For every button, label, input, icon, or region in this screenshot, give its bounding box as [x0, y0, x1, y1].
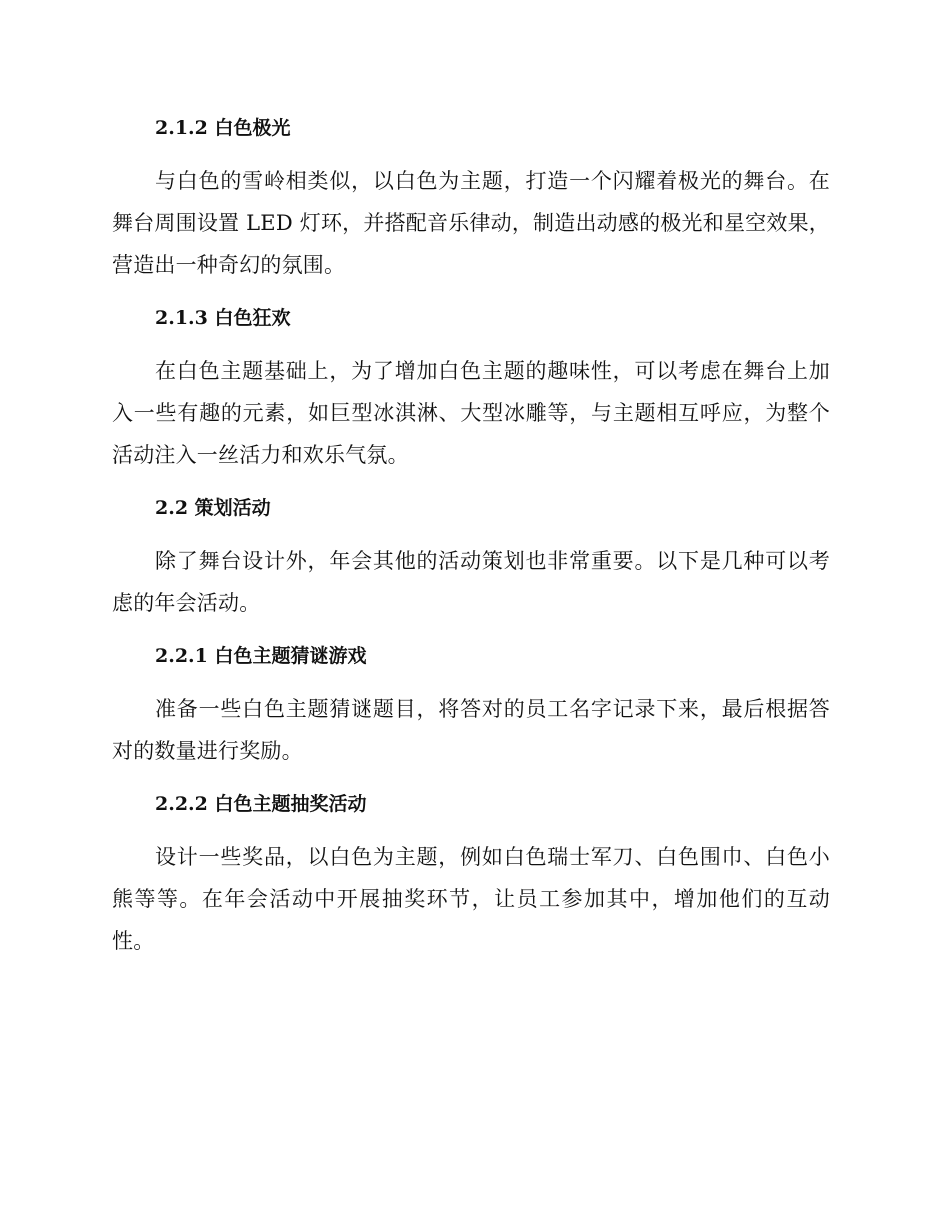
section-heading-2-1-2: 2.1.2 白色极光 [155, 117, 291, 139]
section-heading-2-2-1: 2.2.1 白色主题猜谜游戏 [155, 645, 367, 667]
section-paragraph-2-2-1: 准备一些白色主题猜谜题目，将答对的员工名字记录下来，最后根据答对的数量进行奖励。 [112, 697, 830, 763]
section-paragraph-2-2-2: 设计一些奖品，以白色为主题，例如白色瑞士军刀、白色围巾、白色小熊等等。在年会活动中开展抽奖环节，让员工参加其中，增加他们的互动性。 [112, 845, 830, 953]
section-paragraph-2-2: 除了舞台设计外，年会其他的活动策划也非常重要。以下是几种可以考虑的年会活动。 [112, 549, 830, 615]
section-paragraph-2-1-3: 在白色主题基础上，为了增加白色主题的趣味性，可以考虑在舞台上加入一些有趣的元素，如巨型冰淇淋、大型冰雕等，与主题相互呼应，为整个活动注入一丝活力和欢乐气氛。 [112, 359, 830, 467]
section-heading-2-1-3: 2.1.3 白色狂欢 [155, 307, 291, 329]
section-paragraph-2-1-2: 与白色的雪岭相类似，以白色为主题，打造一个闪耀着极光的舞台。在舞台周围设置 LED 灯环，并搭配音乐律动，制造出动感的极光和星空效果，营造出一种奇幻的氛围。 [112, 169, 830, 277]
section-heading-2-2: 2.2 策划活动 [155, 497, 271, 519]
section-heading-2-2-2: 2.2.2 白色主题抽奖活动 [155, 793, 367, 815]
document-body [112, 108, 830, 962]
